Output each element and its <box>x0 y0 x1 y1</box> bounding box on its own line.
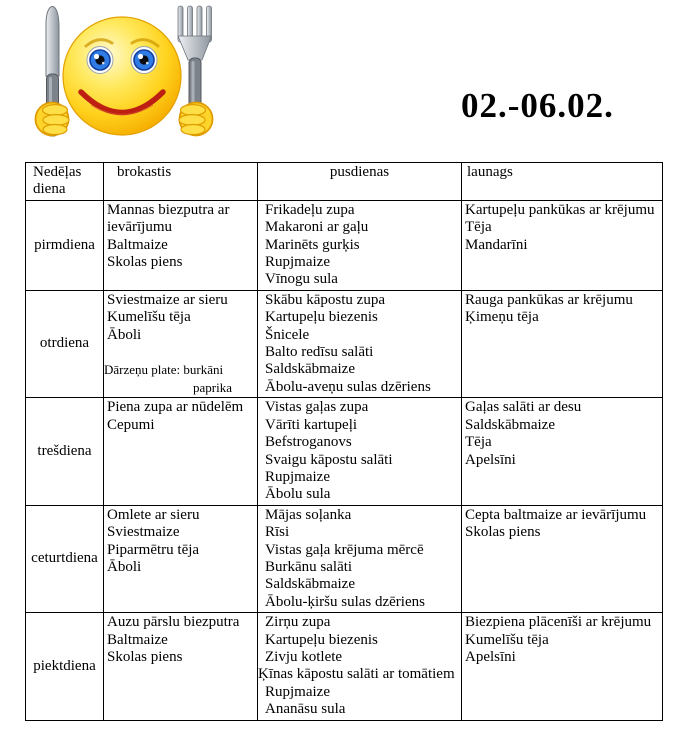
menu-item: Cepta baltmaize ar ievārījumu <box>465 506 647 523</box>
breakfast-cell <box>104 290 258 397</box>
day-label: ceturtdiena <box>26 505 104 612</box>
day-label: otrdiena <box>26 290 104 397</box>
menu-item: Baltmaize <box>107 236 168 253</box>
snack-cell <box>462 290 663 397</box>
table-row-monday <box>26 200 663 290</box>
menu-item: Apelsīni <box>465 451 516 468</box>
menu-item: Kartupeļu pankūkas ar krējumu <box>465 201 655 218</box>
menu-item: Ābolu-ķiršu sulas dzēriens <box>265 593 425 610</box>
menu-item: Vistas gaļas zupa <box>265 399 369 416</box>
snack-cell <box>462 613 663 720</box>
menu-item: Ananāsu sula <box>265 701 346 718</box>
menu-item: Ķimeņu tēja <box>465 309 539 326</box>
column-header-breakfast: brokastis <box>104 163 258 201</box>
menu-item: Saldskābmaize <box>265 576 355 593</box>
day-label: piektdiena <box>26 613 104 720</box>
lunch-cell <box>258 200 462 290</box>
menu-item: Skābu kāpostu zupa <box>265 291 385 308</box>
snack-cell <box>462 505 663 612</box>
menu-item: Marinēts gurķis <box>265 236 360 253</box>
menu-item: Balto redīsu salāti <box>265 344 374 361</box>
menu-item: Biezpiena plācenīši ar krējumu <box>465 614 652 631</box>
menu-item: Āboli <box>107 326 142 343</box>
menu-item: Gaļas salāti ar desu <box>465 399 582 416</box>
eye-left <box>87 47 113 74</box>
menu-item: paprika <box>193 379 232 395</box>
table-row-wednesday <box>26 398 663 505</box>
menu-item: Zivju kotlete <box>265 648 343 665</box>
lunch-cell <box>258 398 462 505</box>
menu-item: Zirņu zupa <box>265 614 331 631</box>
header-row <box>26 163 663 201</box>
menu-item: Kumelīšu tēja <box>465 631 549 648</box>
day-label: trešdiena <box>26 398 104 505</box>
menu-item-spacer <box>107 344 255 361</box>
table-row-thursday <box>26 505 663 612</box>
table-row-tuesday <box>26 290 663 397</box>
menu-item: Apelsīni <box>465 648 516 665</box>
menu-item: Frikadeļu zupa <box>265 201 355 218</box>
column-header-lunch: pusdienas <box>258 163 462 201</box>
menu-item: Befstroganovs <box>265 434 352 451</box>
menu-item: Piena zupa ar nūdelēm <box>107 399 244 416</box>
menu-item: Āboli <box>107 558 142 575</box>
menu-item: Rupjmaize <box>265 254 330 271</box>
menu-item: Saldskābmaize <box>465 416 555 433</box>
hungry-smiley-image <box>33 2 215 150</box>
lunch-cell <box>258 290 462 397</box>
lunch-cell <box>258 505 462 612</box>
menu-item: Rīsi <box>265 524 290 541</box>
menu-item: Tēja <box>465 219 492 236</box>
smiley-with-knife-and-fork-icon <box>33 2 215 150</box>
breakfast-cell <box>104 398 258 505</box>
menu-item: Makaroni ar gaļu <box>265 219 369 236</box>
menu-item: Ābolu sula <box>265 486 331 503</box>
menu-item: Omlete ar sieru <box>107 506 200 523</box>
menu-item: Tēja <box>465 434 492 451</box>
menu-item: Piparmētru tēja <box>107 541 200 558</box>
menu-item: Rupjmaize <box>265 683 330 700</box>
menu-item: Vīnogu sula <box>265 271 338 288</box>
menu-item: Rauga pankūkas ar krējumu <box>465 291 633 308</box>
menu-item: Baltmaize <box>107 631 168 648</box>
menu-item: Vistas gaļa krējuma mērcē <box>265 541 424 558</box>
eye-right <box>131 47 157 74</box>
menu-item: Skolas piens <box>107 254 183 271</box>
date-range: 02.-06.02. <box>461 86 614 125</box>
menu-item: Cepumi <box>107 416 155 433</box>
snack-cell <box>462 398 663 505</box>
breakfast-cell <box>104 613 258 720</box>
hand-right <box>179 103 213 136</box>
snack-cell <box>462 200 663 290</box>
menu-item: Sviestmaize <box>107 524 180 541</box>
menu-item: Ķīnas kāpostu salāti ar tomātiem <box>258 666 455 683</box>
day-label: pirmdiena <box>26 200 104 290</box>
menu-item: Skolas piens <box>465 524 541 541</box>
hand-left <box>36 103 70 136</box>
menu-item: Vārīti kartupeļi <box>265 416 358 433</box>
column-header-day: Nedēļas diena <box>26 163 104 201</box>
lunch-cell <box>258 613 462 720</box>
menu-item: Kartupeļu biezenis <box>265 309 378 326</box>
menu-item: Dārzeņu plate: burkāni <box>104 362 224 378</box>
breakfast-cell <box>104 200 258 290</box>
menu-table <box>25 162 663 721</box>
menu-item: Burkānu salāti <box>265 558 353 575</box>
menu-item: Šnicele <box>265 326 310 343</box>
menu-item: Kumelīšu tēja <box>107 309 191 326</box>
breakfast-cell <box>104 505 258 612</box>
smiley-face <box>63 17 181 135</box>
menu-item: Rupjmaize <box>265 468 330 485</box>
menu-item: Auzu pārslu biezputra <box>107 614 240 631</box>
table-row-friday <box>26 613 663 720</box>
menu-item: Sviestmaize ar sieru <box>107 291 228 308</box>
column-header-snack: launags <box>462 163 663 201</box>
menu-item: Skolas piens <box>107 648 183 665</box>
menu-item: Svaigu kāpostu salāti <box>265 451 393 468</box>
menu-item: Mannas biezputra ar ievārījumu <box>107 201 230 236</box>
menu-item: Mandarīni <box>465 236 528 253</box>
menu-item: Mājas soļanka <box>265 506 352 523</box>
menu-item: Ābolu-aveņu sulas dzēriens <box>265 378 431 395</box>
menu-item: Saldskābmaize <box>265 361 355 378</box>
menu-item: Kartupeļu biezenis <box>265 631 378 648</box>
